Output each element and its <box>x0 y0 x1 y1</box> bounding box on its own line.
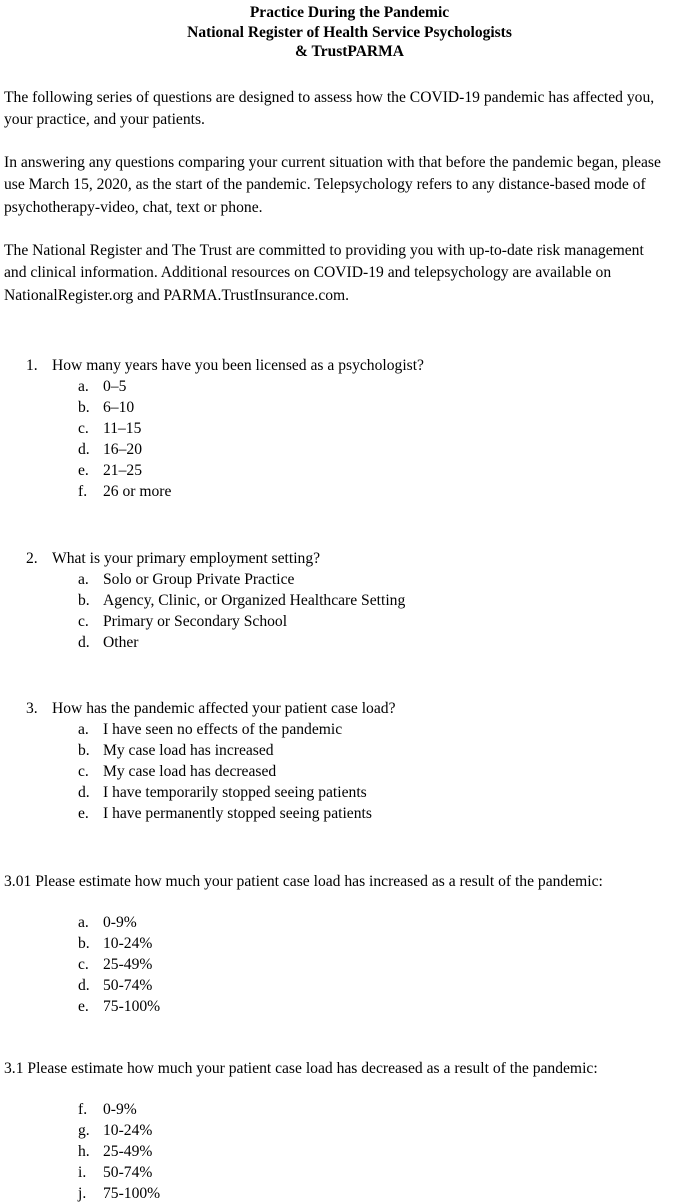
title-line-2: National Register of Health Service Psychologists <box>187 23 512 41</box>
option-item[interactable] <box>0 782 675 803</box>
option-label: 0–5 <box>103 377 127 395</box>
question-3-options <box>0 719 675 824</box>
option-label: 6–10 <box>103 398 135 416</box>
question-2 <box>0 548 675 653</box>
option-item[interactable] <box>4 954 664 975</box>
question-1-heading <box>0 355 675 376</box>
option-label: 11–15 <box>103 419 142 437</box>
question-3-heading <box>0 698 675 719</box>
question-3-1-prompt: 3.1 Please estimate how much your patient case load has decreased as a result of the pandemic: <box>4 1060 598 1078</box>
intro-paragraph-3: The National Register and The Trust are committed to providing you with up-to-date risk management and clinical information. Additional resources on COVID-19 and telepsychology are available on NationalRegister.org and PARMA.TrustInsurance.com. <box>4 241 648 304</box>
option-item[interactable] <box>0 376 675 397</box>
option-item[interactable] <box>0 761 675 782</box>
option-letter: h. <box>78 1143 90 1161</box>
option-letter: a. <box>78 914 89 932</box>
question-3-01 <box>4 871 664 1017</box>
option-letter: c. <box>78 956 89 974</box>
question-2-heading <box>0 548 675 569</box>
option-item[interactable] <box>0 611 675 632</box>
option-item[interactable] <box>4 1099 664 1120</box>
option-letter: b. <box>78 591 90 609</box>
question-3-number: 3. <box>26 699 38 717</box>
option-letter: e. <box>78 461 89 479</box>
option-label: 0-9% <box>103 1101 137 1119</box>
option-label: 26 or more <box>103 482 172 500</box>
option-letter: b. <box>78 935 90 953</box>
option-letter: j. <box>78 1185 87 1203</box>
option-label: Solo or Group Private Practice <box>103 570 295 588</box>
title-line-1: Practice During the Pandemic <box>249 4 450 21</box>
option-label: My case load has decreased <box>103 762 277 780</box>
title-line-3: & TrustPARMA <box>295 43 404 60</box>
option-label: I have temporarily stopped seeing patients <box>103 783 367 801</box>
question-3-1-options <box>4 1099 664 1204</box>
option-letter: d. <box>78 633 90 651</box>
option-item[interactable] <box>4 1162 664 1183</box>
question-3-01-options <box>4 912 664 1017</box>
option-letter: a. <box>78 570 89 588</box>
option-letter: b. <box>78 741 90 759</box>
option-label: I have permanently stopped seeing patients <box>103 804 372 822</box>
option-item[interactable] <box>0 740 675 761</box>
option-label: 25-49% <box>103 1143 153 1161</box>
option-item[interactable] <box>0 460 675 481</box>
option-letter: g. <box>78 1122 90 1140</box>
option-label: 21–25 <box>103 461 142 479</box>
question-3-text: How has the pandemic affected your patient case load? <box>52 699 396 717</box>
option-letter: d. <box>78 977 90 995</box>
option-label: Other <box>103 633 139 651</box>
option-letter: b. <box>78 398 90 416</box>
question-1-text: How many years have you been licensed as a psychologist? <box>52 356 424 374</box>
option-label: 75-100% <box>103 998 161 1016</box>
option-item[interactable] <box>0 397 675 418</box>
option-item[interactable] <box>4 1141 664 1162</box>
option-letter: a. <box>78 720 89 738</box>
option-letter: c. <box>78 419 89 437</box>
option-label: 16–20 <box>103 440 142 458</box>
option-letter: a. <box>78 377 89 395</box>
question-3-1 <box>4 1058 664 1204</box>
question-2-options <box>0 569 675 653</box>
option-letter: c. <box>78 612 89 630</box>
document-title <box>24 0 675 62</box>
question-3-01-prompt: 3.01 Please estimate how much your patient case load has increased as a result of the pandemic: <box>4 872 603 890</box>
question-1-options <box>0 376 675 502</box>
option-item[interactable] <box>4 996 664 1017</box>
option-item[interactable] <box>4 1120 664 1141</box>
option-letter: e. <box>78 998 89 1016</box>
option-label: Agency, Clinic, or Organized Healthcare Setting <box>103 591 406 609</box>
option-label: 50-74% <box>103 977 153 995</box>
option-item[interactable] <box>0 803 675 824</box>
option-label: 10-24% <box>103 935 153 953</box>
option-label: My case load has increased <box>103 741 274 759</box>
option-letter: e. <box>78 804 89 822</box>
option-letter: i. <box>78 1164 87 1182</box>
introduction-section <box>4 87 664 307</box>
option-label: 10-24% <box>103 1122 153 1140</box>
option-item[interactable] <box>0 632 675 653</box>
question-2-text: What is your primary employment setting? <box>52 549 321 567</box>
option-item[interactable] <box>0 590 675 611</box>
option-item[interactable] <box>4 975 664 996</box>
intro-paragraph-2: In answering any questions comparing your current situation with that before the pandemic began, please use March 15, 2020, as the start of the pandemic. Telepsychology refers to any distance-based mode of psychotherapy-video, chat, text or phone. <box>4 154 665 216</box>
question-2-number: 2. <box>26 549 38 567</box>
option-label: I have seen no effects of the pandemic <box>103 720 343 738</box>
question-1 <box>0 355 675 502</box>
option-label: Primary or Secondary School <box>103 612 288 630</box>
option-letter: c. <box>78 762 89 780</box>
option-item[interactable] <box>4 912 664 933</box>
option-item[interactable] <box>0 481 675 502</box>
option-letter: d. <box>78 440 90 458</box>
option-item[interactable] <box>0 569 675 590</box>
option-label: 0-9% <box>103 914 137 932</box>
option-label: 75-100% <box>103 1185 161 1203</box>
option-label: 25-49% <box>103 956 153 974</box>
option-item[interactable] <box>0 719 675 740</box>
option-item[interactable] <box>4 1183 664 1204</box>
question-1-number: 1. <box>26 356 38 374</box>
intro-paragraph-1: The following series of questions are designed to assess how the COVID-19 pandemic has affected you, your practice, and your patients. <box>4 88 659 128</box>
option-item[interactable] <box>0 418 675 439</box>
option-letter: f. <box>78 1101 88 1119</box>
option-item[interactable] <box>0 439 675 460</box>
option-item[interactable] <box>4 933 664 954</box>
option-label: 50-74% <box>103 1164 153 1182</box>
option-letter: d. <box>78 783 90 801</box>
question-3 <box>0 698 675 824</box>
option-letter: f. <box>78 482 88 500</box>
